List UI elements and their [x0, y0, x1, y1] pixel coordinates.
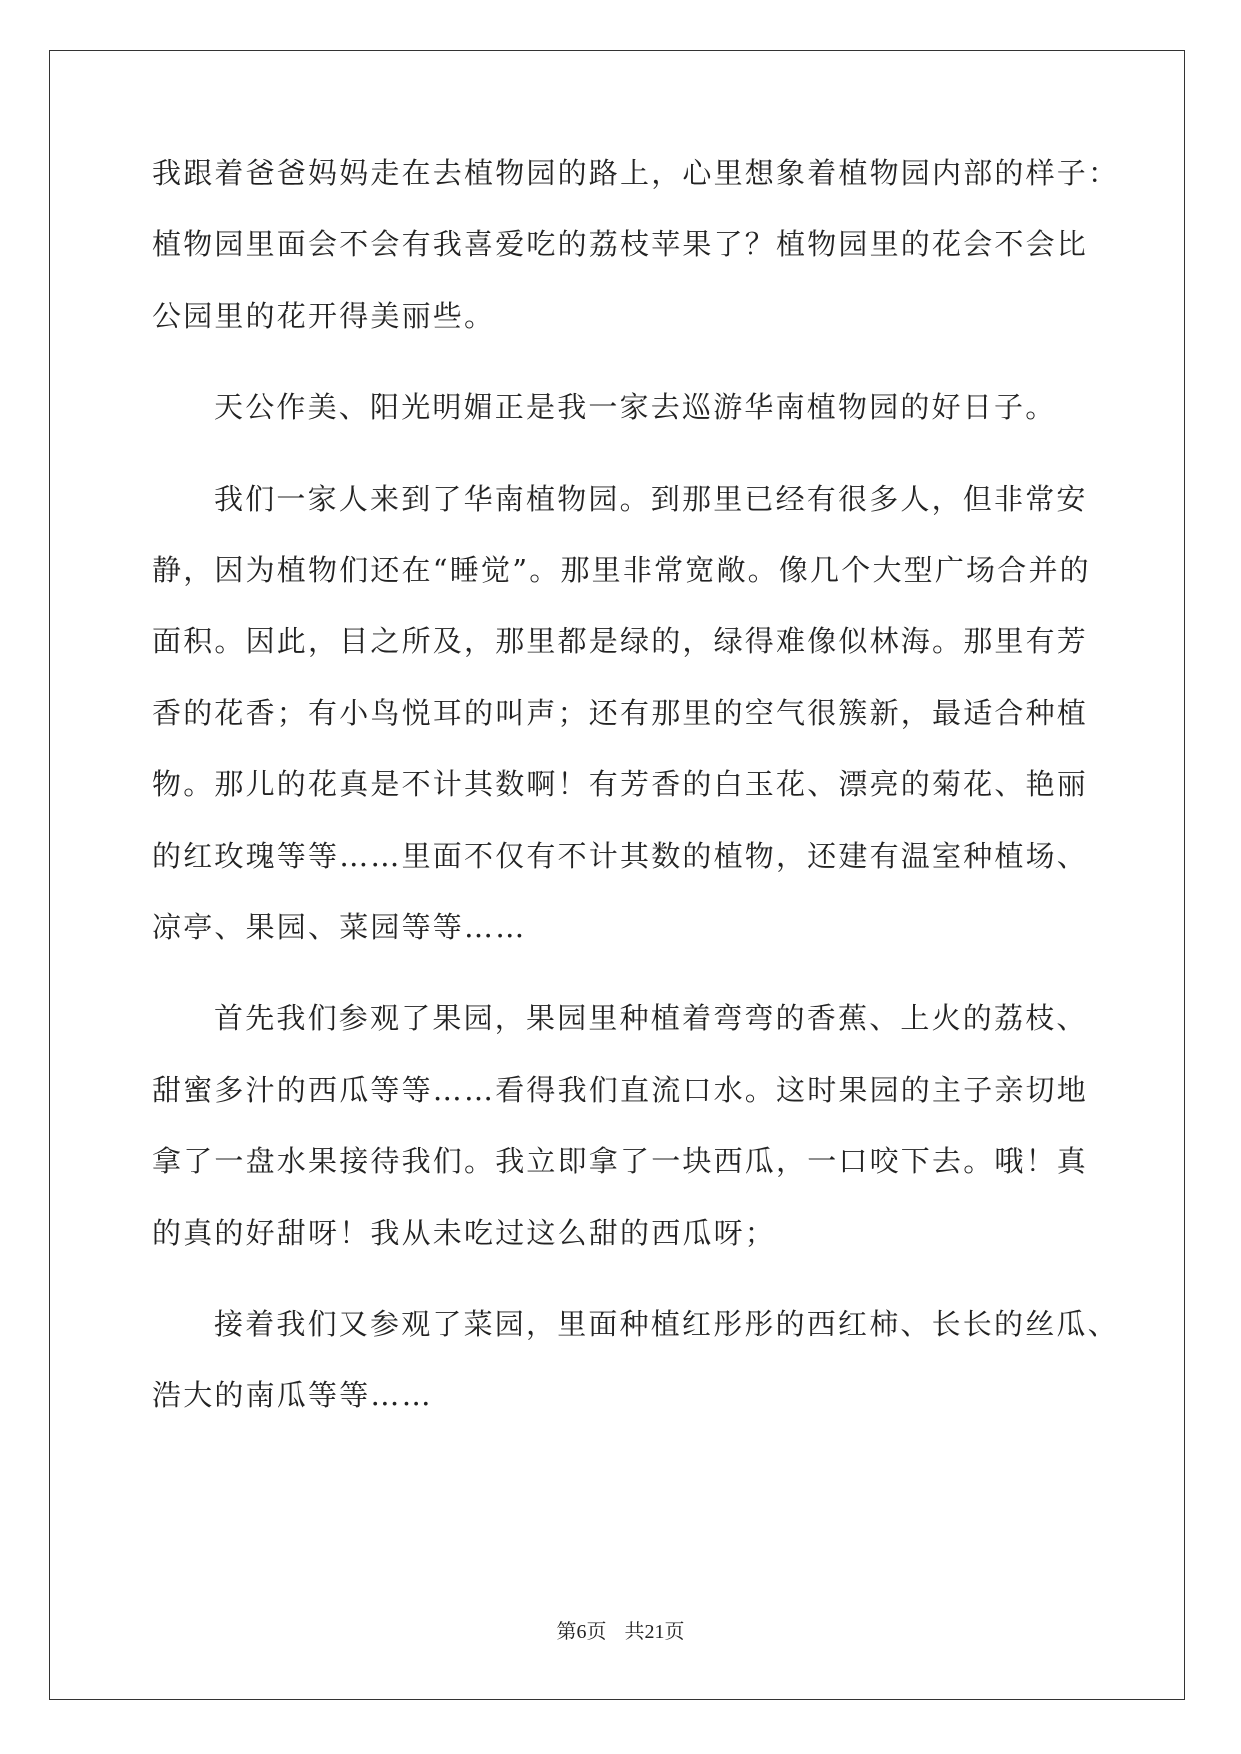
paragraph-first-line: 天公作美、阳光明媚正是我一家去巡游华南植物园的好日子。 [214, 390, 1057, 424]
page-footer [0, 1617, 1241, 1646]
paragraph-first-line: 首先我们参观了果园，果园里种植着弯弯的香蕉、上火的荔枝、 [214, 1001, 1088, 1035]
text-line: 我跟着爸爸妈妈走在去植物园的路上，心里想象着植物园内部的样子： [152, 156, 1120, 190]
text-line: 植物园里面会不会有我喜爱吃的荔枝苹果了？植物园里的花会不会比 [152, 227, 1089, 261]
text-line: 香的花香；有小鸟悦耳的叫声；还有那里的空气很簇新，最适合种植 [152, 696, 1089, 730]
total-suffix: 页 [664, 1619, 685, 1643]
text-line: 公园里的花开得美丽些。 [152, 299, 496, 333]
total-pages: 21 [644, 1621, 665, 1643]
text-line: 凉亭、果园、菜园等等…… [152, 910, 527, 944]
text-line: 物。那儿的花真是不计其数啊！有芳香的白玉花、漂亮的菊花、艳丽 [152, 767, 1089, 801]
paragraph-first-line: 接着我们又参观了菜园，里面种植红彤彤的西红柿、长长的丝瓜、 [214, 1307, 1119, 1341]
text-line: 拿了一盘水果接待我们。我立即拿了一块西瓜，一口咬下去。哦！真 [152, 1144, 1089, 1178]
text-line: 的红玫瑰等等……里面不仅有不计其数的植物，还建有温室种植场、 [152, 839, 1089, 873]
text-line: 甜蜜多汁的西瓜等等……看得我们直流口水。这时果园的主子亲切地 [152, 1073, 1089, 1107]
text-line: 浩大的南瓜等等…… [152, 1378, 433, 1412]
paragraph-first-line: 我们一家人来到了华南植物园。到那里已经有很多人，但非常安 [214, 482, 1088, 516]
text-line: 静，因为植物们还在“睡觉”。那里非常宽敞。像几个大型广场合并的 [152, 553, 1091, 587]
total-prefix: 共 [624, 1619, 645, 1643]
page-number: 6 [576, 1621, 587, 1643]
page-prefix: 第 [556, 1619, 577, 1643]
text-line: 面积。因此，目之所及，那里都是绿的，绿得难像似林海。那里有芳 [152, 624, 1089, 658]
page-suffix: 页 [586, 1619, 607, 1643]
text-line: 的真的好甜呀！我从未吃过这么甜的西瓜呀； [152, 1216, 777, 1250]
